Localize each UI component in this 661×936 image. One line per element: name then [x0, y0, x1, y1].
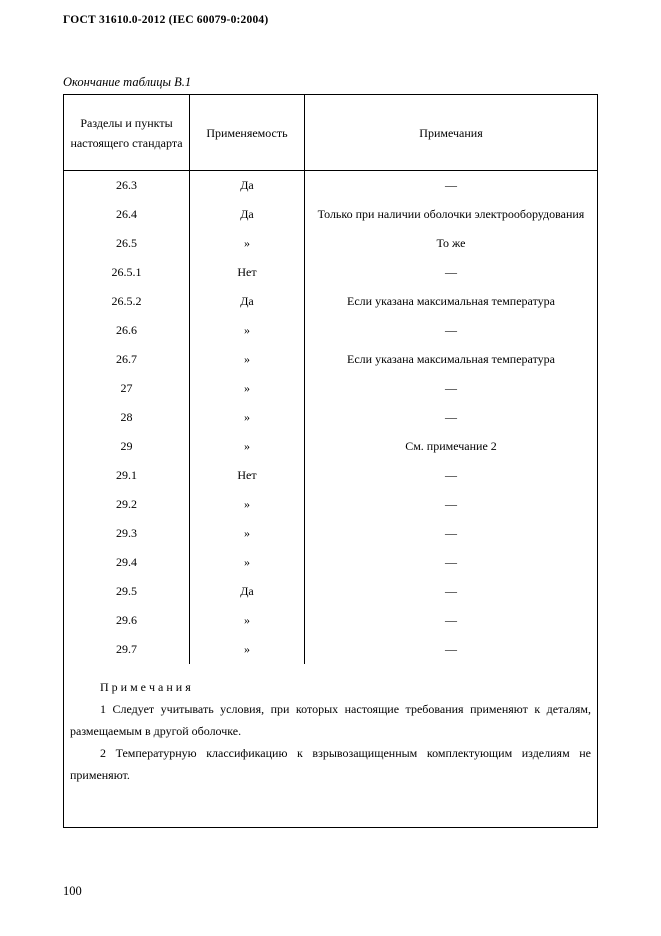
cell-applicability: »	[190, 316, 305, 345]
cell-note: —	[445, 613, 457, 627]
cell-note: —	[445, 497, 457, 511]
table-row	[64, 461, 597, 490]
table-row	[64, 490, 597, 519]
table-row	[64, 171, 597, 201]
cell-note: —	[445, 381, 457, 395]
cell-note: См. примечание 2	[405, 439, 497, 453]
table-header-row	[64, 95, 597, 171]
cell-applicability: »	[190, 403, 305, 432]
cell-note: То же	[436, 236, 466, 250]
table-b1	[64, 95, 597, 664]
table-row	[64, 374, 597, 403]
page-number: 100	[63, 884, 82, 898]
cell-section: 26.3	[64, 171, 190, 201]
table-row	[64, 345, 597, 374]
cell-section: 26.7	[64, 345, 190, 374]
cell-applicability: »	[190, 635, 305, 664]
cell-section: 29.5	[64, 577, 190, 606]
cell-section: 29.7	[64, 635, 190, 664]
cell-applicability: Нет	[190, 461, 305, 490]
table-row	[64, 432, 597, 461]
column-header-notes: Примечания	[305, 95, 598, 171]
table-row	[64, 316, 597, 345]
cell-applicability: »	[190, 432, 305, 461]
cell-applicability: »	[190, 519, 305, 548]
note-1: 1 Следует учитывать условия, при которых настоящие требования применяют к деталям, размещаемым в другой оболочке.	[70, 702, 591, 738]
table-caption: Окончание таблицы В.1	[63, 75, 192, 89]
cell-note: —	[445, 555, 457, 569]
cell-applicability: Нет	[190, 258, 305, 287]
cell-section: 26.4	[64, 200, 190, 229]
cell-section: 27	[64, 374, 190, 403]
cell-section: 29.4	[64, 548, 190, 577]
cell-section: 29.1	[64, 461, 190, 490]
document-header: ГОСТ 31610.0-2012 (IEC 60079-0:2004)	[63, 14, 269, 26]
table-row	[64, 258, 597, 287]
table-body	[64, 171, 597, 665]
cell-section: 26.5.2	[64, 287, 190, 316]
cell-applicability: Да	[190, 171, 305, 201]
table-row	[64, 403, 597, 432]
table-row	[64, 606, 597, 635]
cell-section: 29	[64, 432, 190, 461]
table-row	[64, 577, 597, 606]
table-row	[64, 519, 597, 548]
cell-note: —	[445, 265, 457, 279]
cell-applicability: »	[190, 548, 305, 577]
cell-applicability: »	[190, 606, 305, 635]
cell-applicability: »	[190, 374, 305, 403]
cell-section: 26.6	[64, 316, 190, 345]
notes-section	[64, 664, 597, 786]
table-row	[64, 548, 597, 577]
table-b1-box	[63, 94, 598, 828]
table-row	[64, 229, 597, 258]
cell-section: 26.5.1	[64, 258, 190, 287]
cell-section: 29.3	[64, 519, 190, 548]
table-row	[64, 635, 597, 664]
cell-applicability: »	[190, 345, 305, 374]
cell-applicability: Да	[190, 577, 305, 606]
table-row	[64, 287, 597, 316]
cell-note: —	[445, 468, 457, 482]
cell-note: Если указана максимальная температура	[347, 352, 555, 366]
cell-note: Если указана максимальная температура	[347, 294, 555, 308]
cell-applicability: Да	[190, 287, 305, 316]
cell-applicability: »	[190, 229, 305, 258]
cell-note: —	[445, 526, 457, 540]
cell-applicability: Да	[190, 200, 305, 229]
table-row	[64, 200, 597, 229]
cell-applicability: »	[190, 490, 305, 519]
cell-note: Только при наличии оболочки электрооборудования	[317, 207, 585, 221]
column-header-sections: Разделы и пункты настоящего стандарта	[64, 95, 190, 171]
cell-section: 29.2	[64, 490, 190, 519]
cell-note: —	[445, 642, 457, 656]
cell-note: —	[445, 584, 457, 598]
cell-section: 26.5	[64, 229, 190, 258]
table-header	[64, 95, 597, 171]
notes-title: П р и м е ч а н и я	[100, 680, 191, 694]
cell-section: 29.6	[64, 606, 190, 635]
cell-note: —	[445, 178, 457, 192]
note-2: 2 Температурную классификацию к взрывозащищенным комплектующим изделиям не применяют.	[70, 746, 591, 782]
cell-note: —	[445, 323, 457, 337]
column-header-applicability: Применяемость	[190, 95, 305, 171]
cell-note: —	[445, 410, 457, 424]
cell-section: 28	[64, 403, 190, 432]
